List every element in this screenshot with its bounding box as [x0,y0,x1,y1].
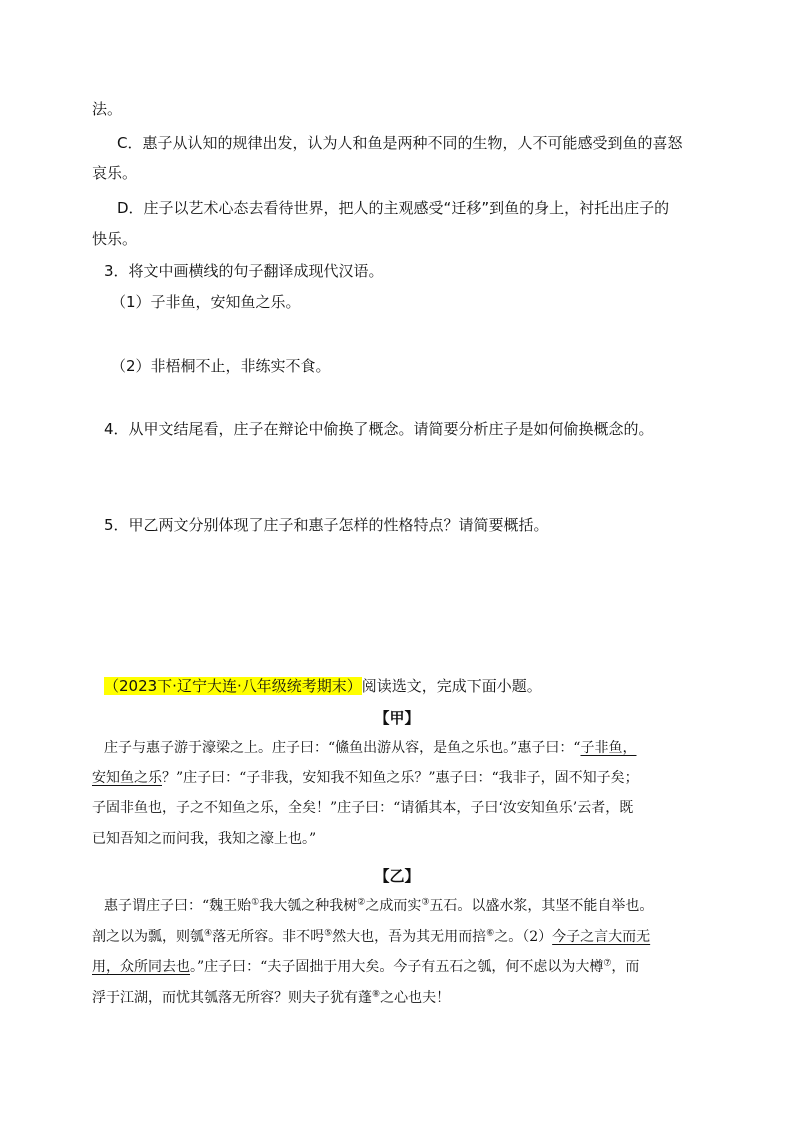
passage-jia-title: 【甲】 [374,709,420,727]
note-marker: ④ [204,928,213,939]
passage-yi-line [92,957,639,977]
underlined-sentence: 安知鱼之乐 [92,770,162,786]
note-marker: ⑦ [603,958,612,969]
note-marker: ⑤ [324,928,333,939]
passage-text: 然大也，吾为其无用而掊 [332,929,487,945]
note-marker: ② [357,897,366,908]
option-d-line: 快乐。 [92,230,138,248]
note-marker: ① [251,897,260,908]
passage-text: 。”庄子曰：“夫子固拙于用大矣。今子有五石之瓠，何不虑以为大樽 [190,959,604,975]
passage-text: 之。（2） [494,929,553,945]
note-marker: ⑧ [372,989,381,1000]
passage-text: 浮于江湖，而忧其瓠落无所容？则夫子犹有蓬 [92,990,372,1006]
option-c-line: 哀乐。 [92,164,138,182]
underlined-sentence: 用，众所同去也 [92,959,190,975]
question-4: 4．从甲文结尾看，庄子在辩论中偷换了概念。请简要分析庄子是如何偷换概念的。 [104,420,654,438]
underlined-sentence: 今子之言大而无 [552,929,651,945]
passage-text: 五石。以盛水浆，其坚不能自举也。 [429,898,654,914]
passage-text: ，而 [611,959,640,975]
reading-instruction: 阅读选文，完成下面小题。 [361,677,542,695]
passage-yi-line [104,896,653,916]
passage-yi-line [92,988,450,1008]
passage-yi-title: 【乙】 [374,867,420,885]
option-d-line: D．庄子以艺术心态去看待世界，把人的主观感受“迁移”到鱼的身上，衬托出庄子的 [117,199,670,217]
passage-text: 之成而实 [365,898,422,914]
passage-text: 我大瓠之种我树 [259,898,358,914]
source-tag: （2023下·辽宁大连·八年级统考期末） [104,677,362,695]
note-marker: ⑥ [486,928,495,939]
passage-text: ？”庄子曰：“子非我，安知我不知鱼之乐？”惠子曰：“我非子，固不知子矣； [162,770,639,786]
underlined-sentence: 子非鱼， [580,740,637,756]
passage-text: 落无所容。非不呺 [212,929,325,945]
passage-jia-line [92,768,639,788]
question-5: 5．甲乙两文分别体现了庄子和惠子怎样的性格特点？请简要概括。 [104,516,549,534]
question-3: 3．将文中画横线的句子翻译成现代汉语。 [104,262,384,280]
passage-text: 庄子与惠子游于濠梁之上。庄子曰：“鯈鱼出游从容，是鱼之乐也。”惠子曰：“ [104,740,581,756]
option-c-line: C．惠子从认知的规律出发，认为人和鱼是两种不同的生物，人不可能感受到鱼的喜怒 [117,134,683,152]
option-b-tail: 法。 [92,100,123,118]
passage-jia-line [104,738,636,758]
question-3-2: （2）非梧桐不止，非练实不食。 [111,357,331,375]
passage-text: 惠子谓庄子曰：“魏王贻 [104,898,252,914]
question-3-1: （1）子非鱼，安知鱼之乐。 [111,293,301,311]
passage-jia-line: 已知吾知之而问我，我知之濠上也。” [92,831,317,847]
passage-yi-line [92,927,650,947]
passage-jia-line: 子固非鱼也，子之不知鱼之乐，全矣！”庄子曰：“请循其本，子曰‘汝安知鱼乐’云者，既 [92,800,634,816]
reading-header [104,676,542,696]
passage-text: 剖之以为瓢，则瓠 [92,929,204,945]
note-marker: ③ [421,897,430,908]
passage-text: 之心也夫！ [380,990,451,1006]
